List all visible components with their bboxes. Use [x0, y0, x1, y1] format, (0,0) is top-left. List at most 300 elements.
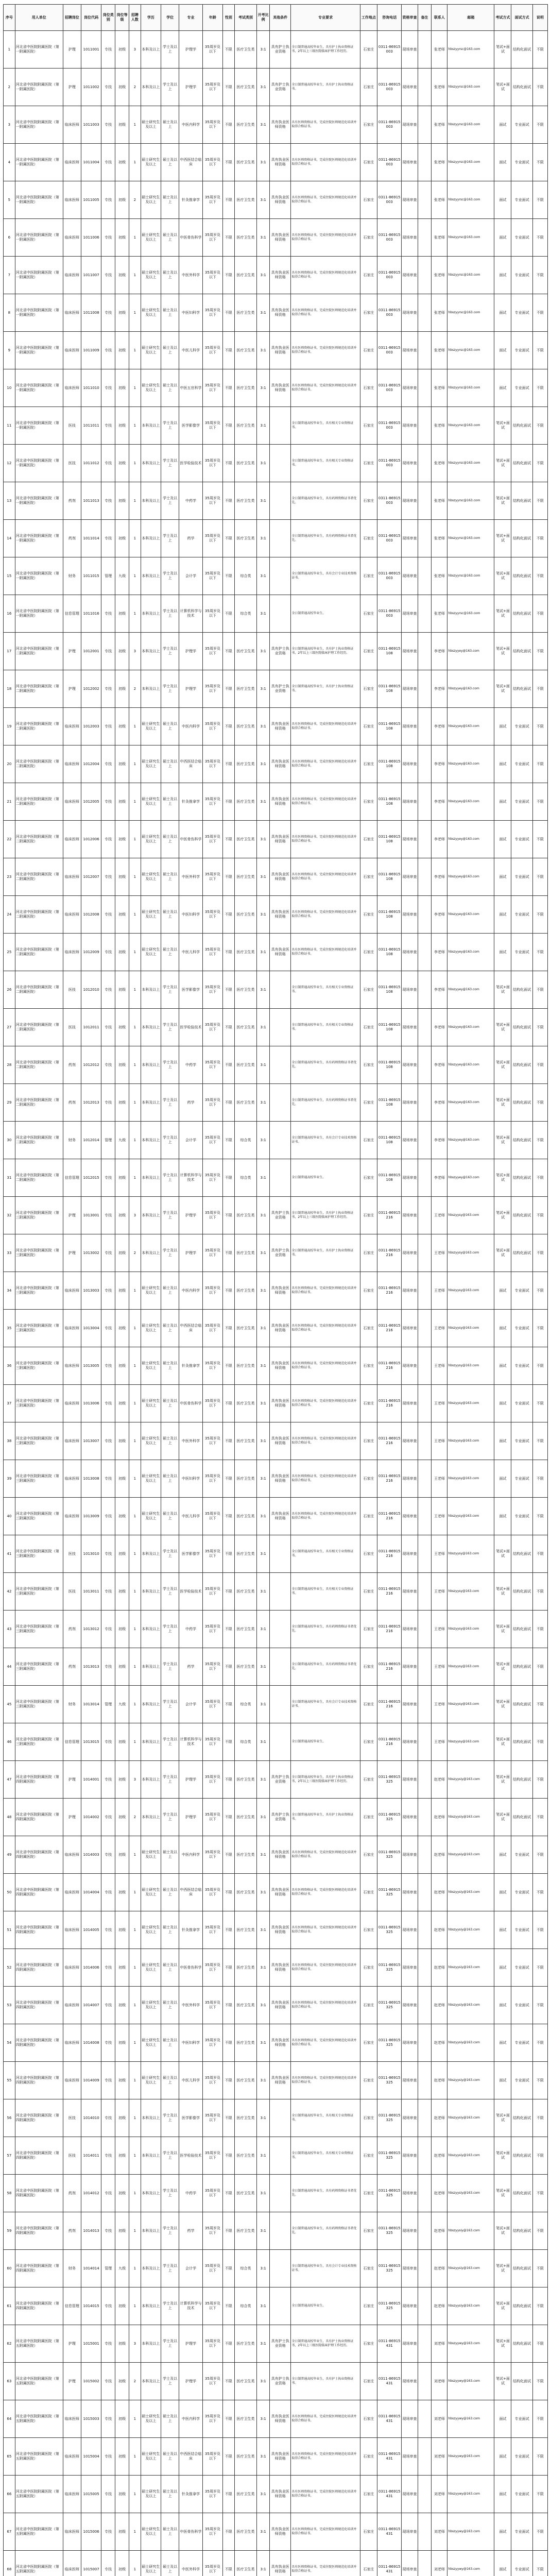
table-cell-test: 笔试+面试: [494, 31, 511, 69]
table-cell-place: 石家庄: [360, 670, 377, 708]
table-cell-place: 石家庄: [360, 1046, 377, 1084]
table-cell-contact: 赵老师: [432, 1836, 447, 1874]
table-cell-other: [270, 595, 291, 633]
table-cell-major: 中医妇科学: [179, 1460, 203, 1498]
table-row: [4, 181, 548, 219]
table-cell-no: 66: [4, 2476, 15, 2513]
table-cell-test: 面试: [494, 1460, 511, 1498]
table-cell-ratio: 3:1: [257, 1611, 270, 1648]
table-cell-ratio: 3:1: [257, 294, 270, 332]
table-cell-count: 1: [129, 2024, 141, 2062]
table-cell-other: 具有执业医师资格: [270, 858, 291, 896]
table-cell-interview: 专业面试: [511, 1987, 532, 2024]
table-cell-desc: 不限: [532, 1234, 547, 1272]
table-cell-age: 35周岁及以下: [202, 745, 222, 783]
table-cell-code: 1012014: [81, 1122, 101, 1159]
table-cell-gender: 不限: [223, 69, 235, 106]
table-cell-other: 具有护士执业资格: [270, 2363, 291, 2400]
table-cell-code: 1015003: [81, 2400, 101, 2438]
table-cell-no: 3: [4, 106, 15, 144]
table-cell-code: 1015006: [81, 2513, 101, 2551]
table-cell-major: 中医骨伤科学: [179, 1385, 203, 1422]
table-cell-req: 具有医师资格证书，完成住院医师规范化培训并取得合格证书。: [291, 1911, 360, 1949]
table-cell-req: 具有医师资格证书，完成住院医师规范化培训并取得合格证书。: [291, 708, 360, 745]
table-cell-phone: 0311-86915003: [377, 69, 402, 106]
table-cell-other: [270, 407, 291, 445]
table-cell-count: 1: [129, 1009, 141, 1046]
table-cell-ratio: 3:1: [257, 2400, 270, 2438]
table-cell-email: hbszyysy@163.com: [447, 1310, 494, 1347]
table-cell-exam: 医疗卫生类: [234, 783, 256, 821]
table-cell-exam: 医疗卫生类: [234, 1648, 256, 1686]
table-cell-level: 初级: [115, 1911, 129, 1949]
table-cell-phone: 0311-86915216: [377, 1272, 402, 1310]
table-cell-no: 15: [4, 557, 15, 595]
table-cell-desc: 不限: [532, 708, 547, 745]
table-cell-gender: 不限: [223, 708, 235, 745]
table-cell-age: 35周岁及以下: [202, 294, 222, 332]
table-cell-interview: 专业面试: [511, 2476, 532, 2513]
table-cell-major: 药学: [179, 2212, 203, 2250]
table-cell-ratio: 3:1: [257, 1009, 270, 1046]
table-cell-contact: 赵老师: [432, 2287, 447, 2325]
table-cell-count: 1: [129, 219, 141, 257]
table-cell-code: 1013003: [81, 1272, 101, 1310]
table-cell-unit: 河北省中医院附属医院（第三附属医院）: [15, 1723, 63, 1761]
table-cell-phone: 0311-86915108: [377, 821, 402, 858]
table-cell-req: 全日制普通高校毕业生，具有药师资格证书者优先。: [291, 1611, 360, 1648]
table-cell-no: 59: [4, 2212, 15, 2250]
table-cell-desc: 不限: [532, 219, 547, 257]
table-cell-age: 35周岁及以下: [202, 144, 222, 181]
table-cell-code: 1013006: [81, 1385, 101, 1422]
table-cell-phone: 0311-86915216: [377, 1686, 402, 1723]
table-cell-major: 计算机科学与技术: [179, 595, 203, 633]
table-cell-phone: 0311-86915325: [377, 2062, 402, 2099]
table-cell-email: hbszyysy@163.com: [447, 1197, 494, 1234]
table-cell-degree: 学士及以上: [161, 1686, 179, 1723]
table-cell-degree: 硕士及以上: [161, 294, 179, 332]
table-cell-count: 3: [129, 31, 141, 69]
table-cell-type: 专技: [101, 1347, 115, 1385]
table-cell-edu: 本科及以上: [141, 1084, 161, 1122]
table-cell-unit: 河北省中医院附属医院（第三附属医院）: [15, 1648, 63, 1686]
table-cell-note: [418, 2212, 432, 2250]
table-cell-code: 1014014: [81, 2250, 101, 2287]
table-cell-other: [270, 2137, 291, 2175]
table-cell-no: 35: [4, 1310, 15, 1347]
table-cell-email: hbszyyrsc@163.com: [447, 257, 494, 294]
table-cell-level: 初级: [115, 1385, 129, 1422]
table-cell-test: 笔试+面试: [494, 520, 511, 557]
table-cell-contact: 刘老师: [432, 2438, 447, 2476]
table-cell-age: 35周岁及以下: [202, 2551, 222, 2576]
table-cell-email: hbszyyey@163.com: [447, 670, 494, 708]
table-cell-place: 石家庄: [360, 1761, 377, 1799]
table-cell-email: hbszyysiy@163.com: [447, 1799, 494, 1836]
table-cell-phone: 0311-86915003: [377, 181, 402, 219]
table-cell-edu: 本科及以上: [141, 2099, 161, 2137]
table-cell-review: 现场审查: [402, 1234, 418, 1272]
table-cell-unit: 河北省中医院附属医院（第二附属医院）: [15, 1046, 63, 1084]
table-cell-contact: 刘老师: [432, 2400, 447, 2438]
table-cell-gender: 不限: [223, 1084, 235, 1122]
table-cell-degree: 学士及以上: [161, 1799, 179, 1836]
table-cell-unit: 河北省中医院附属医院（第一附属医院）: [15, 407, 63, 445]
table-cell-edu: 硕士研究生及以上: [141, 2513, 161, 2551]
table-cell-edu: 硕士研究生及以上: [141, 1347, 161, 1385]
table-cell-test: 面试: [494, 934, 511, 971]
table-cell-exam: 医疗卫生类: [234, 369, 256, 407]
table-cell-exam: 医疗卫生类: [234, 2325, 256, 2363]
table-cell-type: 专技: [101, 69, 115, 106]
table-row: [4, 2137, 548, 2175]
table-cell-gender: 不限: [223, 1799, 235, 1836]
table-cell-email: hbszyysiy@163.com: [447, 2175, 494, 2212]
table-cell-level: 初级: [115, 971, 129, 1009]
table-cell-degree: 硕士及以上: [161, 2400, 179, 2438]
table-cell-note: [418, 1234, 432, 1272]
table-cell-post: 临床医师: [63, 2513, 81, 2551]
table-cell-email: hbszyyrsc@163.com: [447, 219, 494, 257]
table-cell-phone: 0311-86915325: [377, 2024, 402, 2062]
table-cell-phone: 0311-86915431: [377, 2551, 402, 2576]
table-cell-ratio: 3:1: [257, 1084, 270, 1122]
table-cell-gender: 不限: [223, 1648, 235, 1686]
table-cell-count: 1: [129, 482, 141, 520]
table-cell-degree: 硕士及以上: [161, 2513, 179, 2551]
table-cell-gender: 不限: [223, 1159, 235, 1197]
table-cell-other: 具有执业医师资格: [270, 708, 291, 745]
table-cell-place: 石家庄: [360, 858, 377, 896]
table-cell-count: 1: [129, 2137, 141, 2175]
table-cell-other: [270, 1648, 291, 1686]
table-cell-exam: 医疗卫生类: [234, 407, 256, 445]
table-cell-interview: 专业面试: [511, 858, 532, 896]
table-cell-contact: 王老师: [432, 1611, 447, 1648]
table-cell-code: 1014012: [81, 2175, 101, 2212]
table-cell-no: 9: [4, 332, 15, 369]
table-cell-exam: 医疗卫生类: [234, 2438, 256, 2476]
table-cell-age: 35周岁及以下: [202, 1234, 222, 1272]
table-cell-review: 现场审查: [402, 1272, 418, 1310]
table-cell-edu: 本科及以上: [141, 1046, 161, 1084]
table-cell-interview: 专业面试: [511, 1911, 532, 1949]
table-cell-post: 临床医师: [63, 1911, 81, 1949]
table-cell-review: 现场审查: [402, 106, 418, 144]
table-cell-unit: 河北省中医院附属医院（第四附属医院）: [15, 2212, 63, 2250]
table-cell-contact: 张老师: [432, 369, 447, 407]
table-cell-note: [418, 2175, 432, 2212]
table-cell-degree: 硕士及以上: [161, 1836, 179, 1874]
table-cell-exam: 医疗卫生类: [234, 2476, 256, 2513]
table-cell-major: 药学: [179, 520, 203, 557]
table-cell-email: hbszyysy@163.com: [447, 1460, 494, 1498]
table-cell-degree: 学士及以上: [161, 2099, 179, 2137]
table-cell-gender: 不限: [223, 1723, 235, 1761]
table-cell-contact: 张老师: [432, 294, 447, 332]
table-cell-note: [418, 2363, 432, 2400]
table-cell-major: 中药学: [179, 2175, 203, 2212]
table-cell-req: 具有医师资格证书，完成住院医师规范化培训并取得合格证书。: [291, 181, 360, 219]
table-cell-req: 全日制普通高校毕业生，具有药师资格证书者优先。: [291, 1648, 360, 1686]
table-cell-unit: 河北省中医院附属医院（第五附属医院）: [15, 2325, 63, 2363]
table-cell-type: 专技: [101, 332, 115, 369]
table-cell-interview: 结构化面试: [511, 1686, 532, 1723]
table-cell-major: 中医骨伤科学: [179, 219, 203, 257]
table-cell-phone: 0311-86915325: [377, 1911, 402, 1949]
table-cell-other: 具有护士执业资格: [270, 633, 291, 670]
table-cell-email: hbszyyey@163.com: [447, 745, 494, 783]
table-cell-type: 专技: [101, 2513, 115, 2551]
table-cell-type: 专技: [101, 1761, 115, 1799]
table-cell-degree: 学士及以上: [161, 1197, 179, 1234]
table-cell-code: 1015001: [81, 2325, 101, 2363]
table-cell-review: 现场审查: [402, 332, 418, 369]
table-cell-degree: 学士及以上: [161, 557, 179, 595]
table-cell-major: 中医妇科学: [179, 896, 203, 934]
table-cell-code: 1013008: [81, 1460, 101, 1498]
table-cell-exam: 医疗卫生类: [234, 2062, 256, 2099]
table-cell-exam: 医疗卫生类: [234, 2513, 256, 2551]
table-cell-interview: 结构化面试: [511, 1799, 532, 1836]
table-row: [4, 2175, 548, 2212]
table-cell-type: 专技: [101, 1385, 115, 1422]
table-cell-review: 现场审查: [402, 2212, 418, 2250]
table-cell-test: 笔试+面试: [494, 1723, 511, 1761]
table-cell-post: 财务: [63, 1122, 81, 1159]
table-cell-age: 35周岁及以下: [202, 445, 222, 482]
table-cell-count: 1: [129, 858, 141, 896]
table-cell-contact: 张老师: [432, 520, 447, 557]
table-cell-ratio: 3:1: [257, 934, 270, 971]
table-cell-unit: 河北省中医院附属医院（第四附属医院）: [15, 2250, 63, 2287]
table-cell-phone: 0311-86915216: [377, 1648, 402, 1686]
table-cell-req: 全日制普通高校毕业生，具有护士执业资格证书。: [291, 1234, 360, 1272]
table-cell-degree: 硕士及以上: [161, 896, 179, 934]
table-cell-desc: 不限: [532, 2438, 547, 2476]
table-row: [4, 2212, 548, 2250]
table-cell-edu: 本科及以上: [141, 1648, 161, 1686]
table-cell-unit: 河北省中医院附属医院（第五附属医院）: [15, 2551, 63, 2576]
table-cell-edu: 硕士研究生及以上: [141, 106, 161, 144]
table-cell-place: 石家庄: [360, 69, 377, 106]
table-cell-note: [418, 708, 432, 745]
table-cell-contact: 李老师: [432, 633, 447, 670]
table-cell-type: 专技: [101, 2325, 115, 2363]
table-cell-exam: 医疗卫生类: [234, 520, 256, 557]
table-cell-gender: 不限: [223, 144, 235, 181]
table-cell-edu: 本科及以上: [141, 1535, 161, 1573]
table-row: [4, 1573, 548, 1611]
table-row: [4, 708, 548, 745]
table-cell-ratio: 3:1: [257, 1799, 270, 1836]
table-cell-edu: 硕士研究生及以上: [141, 708, 161, 745]
table-cell-major: 中医骨伤科学: [179, 1949, 203, 1987]
table-cell-place: 石家庄: [360, 1535, 377, 1573]
table-cell-interview: 结构化面试: [511, 2287, 532, 2325]
table-cell-phone: 0311-86915325: [377, 2250, 402, 2287]
table-cell-exam: 医疗卫生类: [234, 633, 256, 670]
table-cell-note: [418, 294, 432, 332]
table-cell-contact: 张老师: [432, 31, 447, 69]
table-cell-major: 中医内科学: [179, 708, 203, 745]
table-cell-other: 具有执业医师资格: [270, 2551, 291, 2576]
table-cell-other: 具有执业医师资格: [270, 1836, 291, 1874]
table-cell-interview: 专业面试: [511, 2438, 532, 2476]
table-cell-interview: 专业面试: [511, 332, 532, 369]
table-cell-unit: 河北省中医院附属医院（第三附属医院）: [15, 1234, 63, 1272]
table-cell-degree: 硕士及以上: [161, 2476, 179, 2513]
table-row: [4, 2099, 548, 2137]
table-cell-edu: 本科及以上: [141, 1611, 161, 1648]
table-cell-contact: 赵老师: [432, 1949, 447, 1987]
table-cell-email: hbszyyrsc@163.com: [447, 407, 494, 445]
table-row: [4, 1874, 548, 1911]
table-cell-code: 1011014: [81, 520, 101, 557]
table-cell-contact: 王老师: [432, 1197, 447, 1234]
table-row: [4, 1686, 548, 1723]
table-cell-code: 1011008: [81, 294, 101, 332]
table-cell-level: 初级: [115, 1159, 129, 1197]
table-cell-interview: 结构化面试: [511, 2363, 532, 2400]
table-cell-desc: 不限: [532, 2212, 547, 2250]
table-cell-age: 35周岁及以下: [202, 1836, 222, 1874]
table-cell-review: 现场审查: [402, 1535, 418, 1573]
table-cell-req: 全日制普通高校毕业生，具有护士执业资格证书。: [291, 2363, 360, 2400]
table-cell-type: 专技: [101, 2438, 115, 2476]
table-cell-req: 全日制普通高校毕业生，具有相关专业资格证书。: [291, 407, 360, 445]
table-cell-count: 1: [129, 783, 141, 821]
table-cell-degree: 硕士及以上: [161, 1385, 179, 1422]
table-cell-phone: 0311-86915003: [377, 294, 402, 332]
table-cell-phone: 0311-86915108: [377, 708, 402, 745]
table-cell-major: 护理学: [179, 31, 203, 69]
table-cell-no: 56: [4, 2099, 15, 2137]
table-cell-place: 石家庄: [360, 482, 377, 520]
table-cell-type: 专技: [101, 1987, 115, 2024]
table-cell-ratio: 3:1: [257, 1159, 270, 1197]
table-cell-edu: 本科及以上: [141, 445, 161, 482]
table-cell-unit: 河北省中医院附属医院（第四附属医院）: [15, 2062, 63, 2099]
table-cell-ratio: 3:1: [257, 783, 270, 821]
table-cell-note: [418, 1272, 432, 1310]
table-row: [4, 407, 548, 445]
table-cell-degree: 硕士及以上: [161, 783, 179, 821]
table-cell-no: 61: [4, 2287, 15, 2325]
table-cell-desc: 不限: [532, 1648, 547, 1686]
table-row: [4, 1611, 548, 1648]
table-cell-no: 40: [4, 1498, 15, 1535]
table-cell-age: 35周岁及以下: [202, 633, 222, 670]
table-cell-contact: 李老师: [432, 858, 447, 896]
table-cell-degree: 学士及以上: [161, 2325, 179, 2363]
table-cell-interview: 结构化面试: [511, 520, 532, 557]
table-cell-gender: 不限: [223, 896, 235, 934]
table-cell-edu: 硕士研究生及以上: [141, 2062, 161, 2099]
table-cell-post: 护理: [63, 633, 81, 670]
table-cell-ratio: 3:1: [257, 1197, 270, 1234]
table-cell-ratio: 3:1: [257, 1347, 270, 1385]
table-cell-other: 具有执业医师资格: [270, 1272, 291, 1310]
table-cell-place: 石家庄: [360, 2400, 377, 2438]
header-cell: 学位: [161, 5, 179, 31]
table-cell-edu: 硕士研究生及以上: [141, 219, 161, 257]
table-cell-req: 具有医师资格证书，完成住院医师规范化培训并取得合格证书。: [291, 1422, 360, 1460]
table-cell-count: 1: [129, 708, 141, 745]
table-cell-exam: 医疗卫生类: [234, 1611, 256, 1648]
table-cell-no: 10: [4, 369, 15, 407]
table-cell-test: 面试: [494, 2476, 511, 2513]
table-cell-degree: 学士及以上: [161, 971, 179, 1009]
table-cell-review: 现场审查: [402, 557, 418, 595]
table-cell-count: 1: [129, 1836, 141, 1874]
table-cell-desc: 不限: [532, 2024, 547, 2062]
table-cell-degree: 学士及以上: [161, 2250, 179, 2287]
table-cell-unit: 河北省中医院附属医院（第四附属医院）: [15, 1987, 63, 2024]
table-cell-email: hbszyysiy@163.com: [447, 1874, 494, 1911]
table-cell-ratio: 3:1: [257, 1648, 270, 1686]
table-cell-no: 21: [4, 783, 15, 821]
table-cell-count: 2: [129, 2363, 141, 2400]
table-cell-edu: 硕士研究生及以上: [141, 821, 161, 858]
table-cell-note: [418, 31, 432, 69]
table-cell-req: 具有医师资格证书，完成住院医师规范化培训并取得合格证书。: [291, 783, 360, 821]
table-cell-note: [418, 896, 432, 934]
table-cell-review: 现场审查: [402, 783, 418, 821]
table-cell-other: 具有执业医师资格: [270, 934, 291, 971]
table-cell-degree: 学士及以上: [161, 407, 179, 445]
table-cell-no: 49: [4, 1836, 15, 1874]
table-cell-interview: 结构化面试: [511, 1046, 532, 1084]
table-cell-major: 护理学: [179, 2363, 203, 2400]
table-cell-place: 石家庄: [360, 1874, 377, 1911]
table-cell-count: 3: [129, 1761, 141, 1799]
table-cell-email: hbszyysy@163.com: [447, 1272, 494, 1310]
table-cell-no: 16: [4, 595, 15, 633]
table-cell-test: 面试: [494, 219, 511, 257]
table-cell-test: 面试: [494, 332, 511, 369]
table-cell-edu: 硕士研究生及以上: [141, 934, 161, 971]
table-cell-age: 35周岁及以下: [202, 934, 222, 971]
table-cell-code: 1012009: [81, 934, 101, 971]
table-cell-phone: 0311-86915325: [377, 2137, 402, 2175]
table-cell-edu: 本科及以上: [141, 1009, 161, 1046]
table-cell-exam: 医疗卫生类: [234, 1347, 256, 1385]
table-cell-degree: 学士及以上: [161, 1723, 179, 1761]
table-cell-phone: 0311-86915216: [377, 1234, 402, 1272]
table-cell-gender: 不限: [223, 1310, 235, 1347]
table-cell-no: 24: [4, 896, 15, 934]
table-cell-test: 笔试+面试: [494, 2250, 511, 2287]
table-cell-email: hbszyysy@163.com: [447, 1422, 494, 1460]
table-cell-test: 笔试+面试: [494, 2325, 511, 2363]
table-cell-note: [418, 1836, 432, 1874]
table-cell-post: 临床医师: [63, 858, 81, 896]
table-cell-age: 35周岁及以下: [202, 1460, 222, 1498]
table-cell-gender: 不限: [223, 745, 235, 783]
table-cell-place: 石家庄: [360, 708, 377, 745]
table-cell-exam: 医疗卫生类: [234, 2137, 256, 2175]
table-cell-no: 58: [4, 2175, 15, 2212]
table-cell-req: 具有医师资格证书，完成住院医师规范化培训并取得合格证书。: [291, 144, 360, 181]
table-cell-count: 1: [129, 557, 141, 595]
table-cell-review: 现场审查: [402, 1422, 418, 1460]
table-cell-age: 35周岁及以下: [202, 520, 222, 557]
table-cell-contact: 张老师: [432, 181, 447, 219]
table-cell-req: 具有医师资格证书，完成住院医师规范化培训并取得合格证书。: [291, 1272, 360, 1310]
table-cell-type: 专技: [101, 896, 115, 934]
